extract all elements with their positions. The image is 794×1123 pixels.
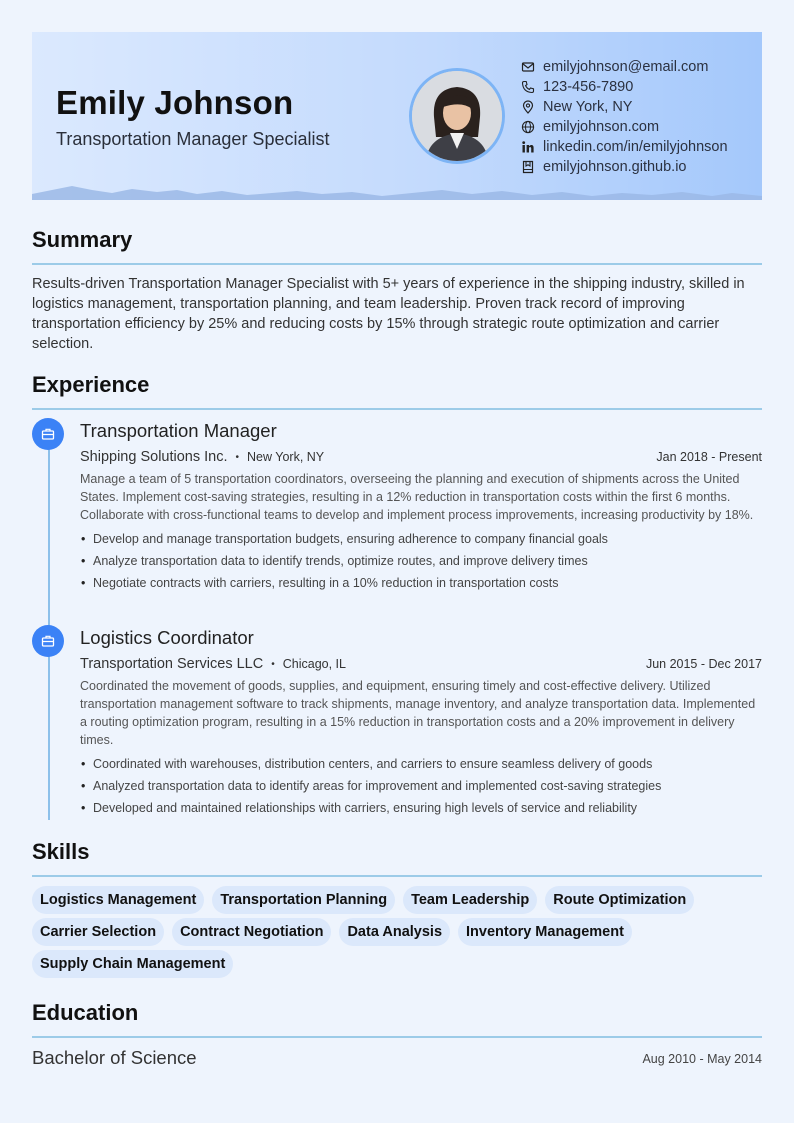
skills-heading: Skills	[32, 839, 90, 864]
education-degree: Bachelor of Science	[32, 1047, 197, 1068]
skills-row	[32, 886, 762, 918]
separator-dot: •	[271, 658, 275, 670]
contact-github[interactable]	[521, 157, 728, 177]
separator-dot: •	[235, 451, 240, 463]
candidate-title: Transportation Manager Specialist	[56, 129, 330, 149]
skill-chip: Route Optimization	[545, 886, 694, 914]
achievement-item: • Negotiate contracts with carriers, resulting in a 10% reduction in transportation costs	[80, 572, 762, 594]
contact-website-text: emilyjohnson.com	[543, 119, 660, 135]
experience-heading: Experience	[32, 372, 150, 397]
github-icon	[521, 160, 535, 174]
skill-chip: Logistics Management	[32, 886, 204, 914]
skills-row	[32, 950, 762, 982]
contact-location-text: New York, NY	[543, 99, 633, 115]
education-dates: Aug 2010 - May 2014	[642, 1052, 762, 1066]
contact-linkedin-text: linkedin.com/in/emilyjohnson	[543, 139, 728, 155]
job-description: Manage a team of 5 transportation coordinators, overseeing the planning and execution of shipments across the United States. Implement cost-saving strategies, resulting in a 12% reduction in transportation costs within the first 6 months. Collaborate with cross-functional teams to develop and implement process improvements, increasing productivity by 18%.	[80, 472, 754, 522]
briefcase-icon	[32, 418, 64, 450]
summary-divider	[32, 263, 762, 265]
experience-divider	[32, 408, 762, 410]
job-location: New York, NY	[247, 450, 325, 464]
mail-icon	[521, 60, 535, 74]
briefcase-icon	[32, 625, 64, 657]
skill-chip: Carrier Selection	[32, 918, 164, 946]
skill-chip: Transportation Planning	[212, 886, 395, 914]
skills-divider	[32, 875, 762, 877]
job-dates: Jun 2015 - Dec 2017	[645, 657, 762, 671]
contact-location	[521, 97, 728, 117]
job-achievements	[80, 753, 762, 819]
job-title: Logistics Coordinator	[80, 627, 254, 648]
contact-website[interactable]	[521, 117, 728, 137]
education-divider	[32, 1036, 762, 1038]
candidate-name: Emily Johnson	[56, 84, 294, 121]
achievement-item: • Analyzed transportation data to identify areas for improvement and implemented cost-saving strategies	[80, 775, 762, 797]
skill-chip: Supply Chain Management	[32, 950, 233, 978]
job-description: Coordinated the movement of goods, supplies, and equipment, ensuring timely and cost-effective delivery. Utilized transportation management software to track shipments, manage inventory, and analyze transportation data. Implemented a routing optimization program, resulting in a 15% reduction in transportation costs and a 20% improvement in delivery times.	[80, 679, 756, 747]
experience-item	[80, 420, 762, 594]
job-company: Transportation Services LLC	[80, 656, 264, 672]
education-heading: Education	[32, 1000, 139, 1025]
achievement-item: • Coordinated with warehouses, distribution centers, and carriers to ensure seamless delivery of goods	[80, 753, 762, 775]
job-company: Shipping Solutions Inc.	[80, 449, 228, 465]
job-achievements	[80, 528, 762, 594]
contact-email-text: emilyjohnson@email.com	[543, 59, 709, 75]
resume-header	[32, 32, 762, 200]
header-wave-decoration	[32, 184, 762, 200]
skill-chip: Inventory Management	[458, 918, 632, 946]
summary-heading: Summary	[32, 227, 133, 252]
contact-github-text: emilyjohnson.github.io	[543, 159, 687, 175]
contact-email[interactable]	[521, 57, 728, 77]
linkedin-icon	[521, 140, 535, 154]
skill-chip: Contract Negotiation	[172, 918, 331, 946]
achievement-item: • Develop and manage transportation budgets, ensuring adherence to company financial goals	[80, 528, 762, 550]
contact-phone[interactable]	[521, 77, 728, 97]
summary-text: Results-driven Transportation Manager Specialist with 5+ years of experience in the shipping industry, skilled in logistics management, transportation planning, and team leadership. Proven track record of improving transportation efficiency by 25% and reducing costs by 15% through strategic route optimization and carrier selection.	[32, 276, 745, 352]
skill-chip: Team Leadership	[403, 886, 537, 914]
location-icon	[521, 100, 535, 114]
job-meta	[80, 446, 762, 468]
job-location: Chicago, IL	[282, 657, 346, 671]
contact-phone-text: 123-456-7890	[543, 79, 634, 95]
job-dates: Jan 2018 - Present	[656, 450, 762, 464]
experience-item	[80, 627, 762, 819]
phone-icon	[521, 80, 535, 94]
contact-linkedin[interactable]	[521, 137, 728, 157]
job-title: Transportation Manager	[80, 420, 277, 441]
profile-photo	[409, 68, 505, 164]
skill-chip: Data Analysis	[339, 918, 450, 946]
skills-row	[32, 918, 762, 950]
achievement-item: • Developed and maintained relationships with carriers, ensuring high levels of service and reliability	[80, 797, 762, 819]
achievement-item: • Analyze transportation data to identify trends, optimize routes, and improve delivery times	[80, 550, 762, 572]
globe-icon	[521, 120, 535, 134]
skills-list	[32, 886, 762, 982]
job-meta	[80, 653, 762, 675]
profile-photo-image	[412, 71, 502, 161]
contact-list	[521, 57, 728, 177]
